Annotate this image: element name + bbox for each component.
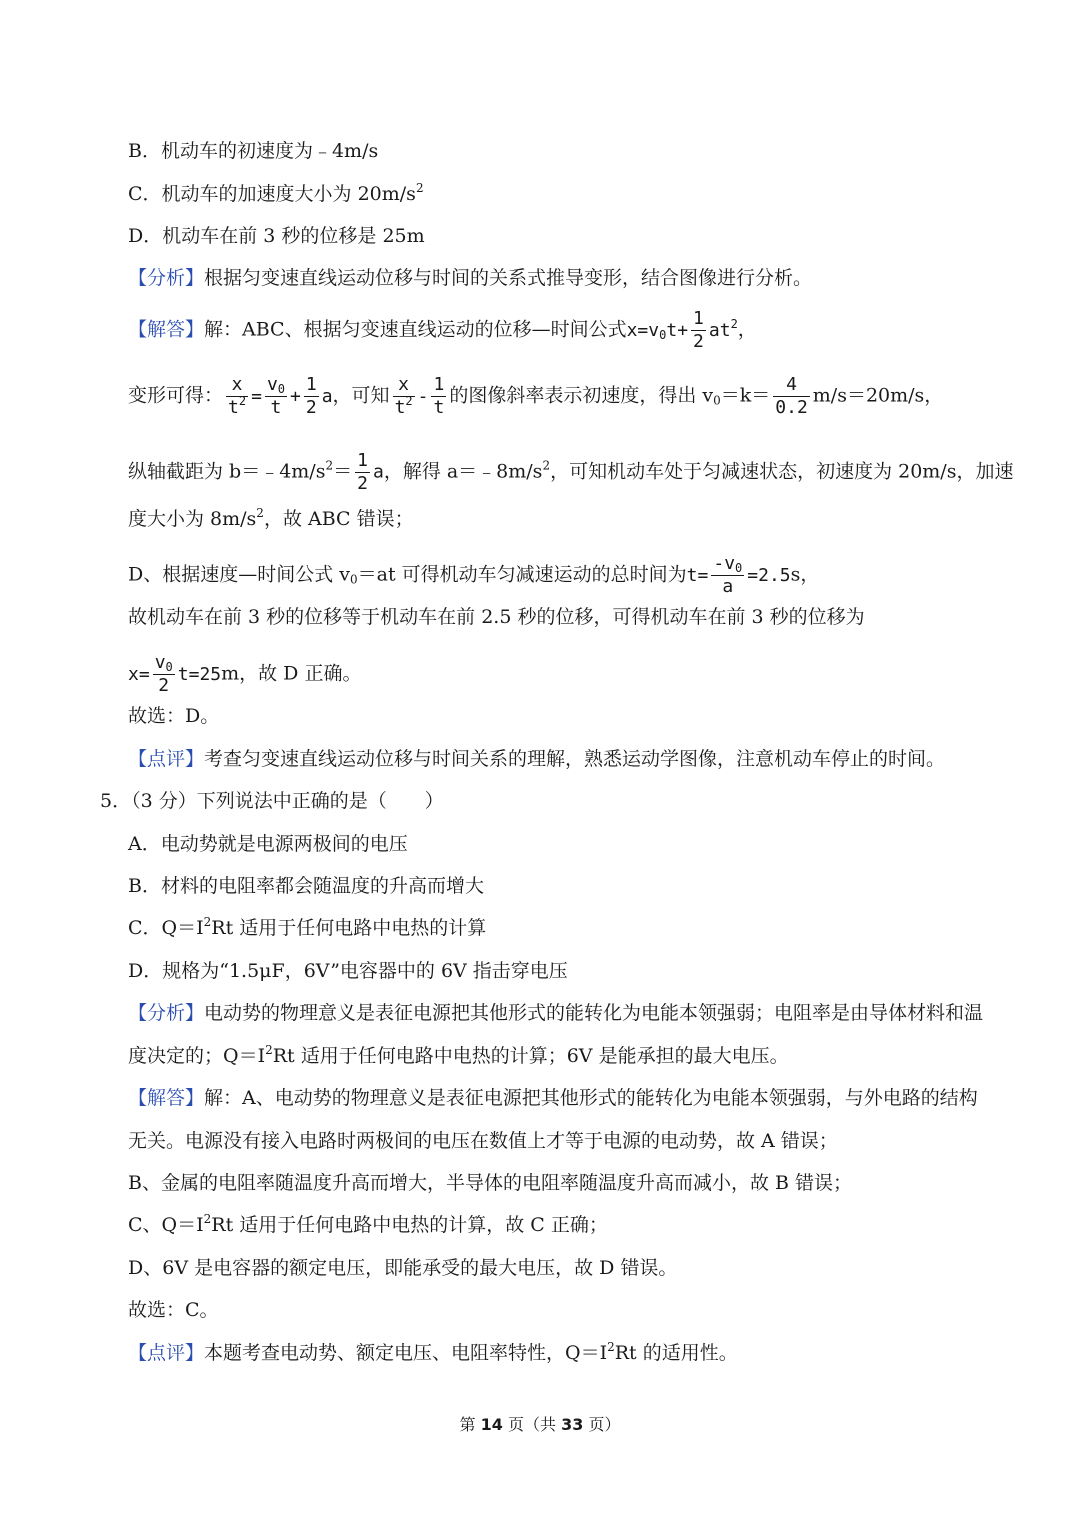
fraction bbox=[226, 374, 248, 419]
solution-tag: 【解答】 bbox=[128, 318, 205, 341]
q5-option-a: A．电动势就是电源两极间的电压 bbox=[128, 833, 408, 855]
intercept-line: 纵轴截距为 $b=﹣4m/s^2=$ $\frac{1}{2}$ a，解得 $a=﹣8m/s^2$，可知机动车处于匀减速状态，初速度为 20m/s，加速 bbox=[128, 450, 1014, 494]
numerator: $v_0$ bbox=[266, 374, 286, 396]
intercept-post: ，可知机动车处于匀减速状态，初速度为 20m/s，加速 bbox=[550, 460, 1014, 483]
denominator: 0.2 bbox=[775, 397, 808, 418]
analysis-tag: 【分析】 bbox=[128, 267, 205, 289]
answer-line: 故选：D。 bbox=[128, 705, 220, 727]
numerator: 1 bbox=[305, 374, 317, 395]
option-c-text: C．机动车的加速度大小为 20m/s bbox=[128, 183, 416, 205]
accel-line: 度大小为 $8m/s^2$，故 ABC 错误； bbox=[128, 506, 414, 530]
superscript: 2 bbox=[415, 181, 424, 195]
deform-desc: 的图像斜率表示初速度，得出 v bbox=[449, 384, 714, 407]
fraction bbox=[773, 374, 810, 419]
deform-prefix: 变形可得： bbox=[128, 384, 224, 407]
q5-option-c: C．$Q=I^2Rt$ 适用于任何电路中电热的计算 bbox=[128, 915, 487, 939]
numerator: x bbox=[226, 374, 248, 397]
time-formula: t= $\frac{-v_0}{a}$ =2.5 bbox=[686, 553, 791, 597]
q5-analysis-line-2: 度决定的；$Q=I^2Rt$ 适用于任何电路中电热的计算；6V 是能承担的最大电压。 bbox=[128, 1043, 789, 1067]
analysis-line bbox=[128, 264, 812, 292]
formula-part: a bbox=[372, 461, 384, 483]
page-total: 33 bbox=[561, 1415, 584, 1434]
superscript: 2 bbox=[730, 316, 738, 331]
denominator: 2 bbox=[693, 331, 704, 352]
denominator: t bbox=[270, 397, 282, 418]
intercept-mid: ，解得 a＝﹣8m/s bbox=[383, 460, 543, 483]
q5-option-d: D．规格为“1.5μF，6V”电容器中的 6V 指击穿电压 bbox=[128, 960, 568, 982]
q5-solution-line-5: D、6V 是电容器的额定电压，即能承受的最大电压，故 D 错误。 bbox=[128, 1257, 678, 1279]
displacement-result-formula: x= $\frac{v_0}{2}$ t=25 bbox=[128, 652, 222, 696]
solution-tag: 【解答】 bbox=[128, 1087, 205, 1109]
fraction bbox=[393, 374, 415, 419]
solution-line: 【解答】解：ABC、根据匀变速直线运动的位移—时间公式$x=v_0t+$ $\frac{1}{2}$ $at^2$， bbox=[128, 308, 757, 352]
displacement-result-line: x= $\frac{v_0}{2}$ t=25m，故 D 正确。 bbox=[128, 652, 362, 696]
deform-result: m/s＝20m/s， bbox=[812, 384, 944, 407]
graph-axes-formula: $\frac{x}{t^2}$ - $\frac{1}{t}$ bbox=[394, 374, 445, 418]
numerator: 1 bbox=[357, 450, 368, 471]
q5-solution-line-4: C、$Q=I^2Rt$ 适用于任何电路中电热的计算，故 C 正确； bbox=[128, 1212, 608, 1236]
option-b: B．机动车的初速度为﹣4m/s bbox=[128, 140, 379, 162]
formula-part: t bbox=[719, 319, 731, 341]
comment-tag: 【点评】 bbox=[128, 748, 205, 770]
subscript: 0 bbox=[659, 327, 667, 342]
formula-part: t bbox=[666, 319, 678, 341]
deform-known: ，可知 bbox=[332, 384, 390, 407]
fraction bbox=[265, 374, 287, 419]
displacement-formula bbox=[626, 308, 738, 352]
denominator: 2 bbox=[305, 397, 317, 418]
fraction bbox=[355, 450, 370, 495]
q5-solution-line-2: 无关。电源没有接入电路时两极间的电压在数值上才等于电源的电动势，故 A 错误； bbox=[128, 1130, 838, 1152]
numerator: 4 bbox=[773, 374, 810, 397]
fraction bbox=[431, 374, 446, 419]
deform-formula: $\frac{x}{t^2}$ = $\frac{v_0}{t}$ + $\frac{1}{2}$ a bbox=[228, 374, 333, 418]
fraction bbox=[711, 553, 744, 598]
fraction bbox=[153, 652, 175, 697]
denominator: $t^2$ bbox=[228, 394, 247, 418]
deform-line bbox=[128, 374, 943, 419]
q5-comment-line: 【点评】本题考查电动势、额定电压、电阻率特性，$Q=I^2Rt$ 的适用性。 bbox=[128, 1340, 738, 1364]
question-5: 5．（3 分）下列说法中正确的是（ ） bbox=[100, 790, 444, 812]
denominator: t bbox=[433, 397, 445, 418]
option-d: D．机动车在前 3 秒的位移是 25m bbox=[128, 225, 425, 247]
numerator: $v_0$ bbox=[154, 652, 173, 674]
fraction bbox=[304, 374, 319, 419]
denominator: 2 bbox=[158, 675, 170, 696]
numerator: $-v_0$ bbox=[713, 553, 743, 575]
q5-solution-line-3: B、金属的电阻率随温度升高而增大，半导体的电阻率随温度升高而减小，故 B 错误； bbox=[128, 1172, 853, 1194]
denominator: 2 bbox=[357, 473, 368, 494]
displacement-line: 故机动车在前 3 秒的位移等于机动车在前 2.5 秒的位移，可得机动车在前 3 秒的位移为 bbox=[128, 606, 865, 628]
subscript: 0 bbox=[713, 393, 721, 408]
denominator: $t^2$ bbox=[394, 394, 413, 418]
page-footer: 第 14 页（共 33 页） bbox=[459, 1415, 621, 1434]
intercept-pre: 纵轴截距为 b＝﹣4m/s bbox=[128, 460, 326, 483]
numerator: x bbox=[393, 374, 415, 397]
comment-tag: 【点评】 bbox=[128, 1342, 205, 1364]
numerator: 1 bbox=[433, 374, 445, 395]
q5-answer-line: 故选：C。 bbox=[128, 1299, 219, 1321]
formula-part: x=v bbox=[626, 319, 660, 341]
analysis-text: 根据匀变速直线运动位移与时间的关系式推导变形，结合图像进行分析。 bbox=[204, 267, 813, 289]
q5-analysis-line: 【分析】电动势的物理意义是表征电源把其他形式的能转化为电能本领强弱；电阻率是由导体材料和温 bbox=[128, 1002, 984, 1024]
deform-k: ＝k＝ bbox=[720, 384, 771, 407]
d-solution-line: D、根据速度—时间公式 $v_0=at$ 可得机动车匀减速运动的总时间为t= $\frac{-v_0}{a}$ =2.5s， bbox=[128, 553, 820, 597]
formula-part: a bbox=[708, 319, 720, 341]
page-number: 14 bbox=[480, 1415, 503, 1434]
denominator: a bbox=[722, 576, 734, 597]
analysis-tag: 【分析】 bbox=[128, 1002, 205, 1024]
q5-option-b: B．材料的电阻率都会随温度的升高而增大 bbox=[128, 875, 484, 897]
q5-solution-line: 【解答】解：A、电动势的物理意义是表征电源把其他形式的能转化为电能本领强弱，与外电路的结构 bbox=[128, 1087, 978, 1109]
option-c bbox=[128, 180, 424, 208]
fraction bbox=[691, 308, 706, 353]
comment-line: 【点评】考查匀变速直线运动位移与时间关系的理解，熟悉运动学图像，注意机动车停止的时间。 bbox=[128, 748, 946, 770]
solution-text: 解：ABC、根据匀变速直线运动的位移—时间公式 bbox=[204, 318, 627, 341]
numerator: 1 bbox=[693, 308, 704, 329]
formula-part: + bbox=[677, 319, 689, 341]
